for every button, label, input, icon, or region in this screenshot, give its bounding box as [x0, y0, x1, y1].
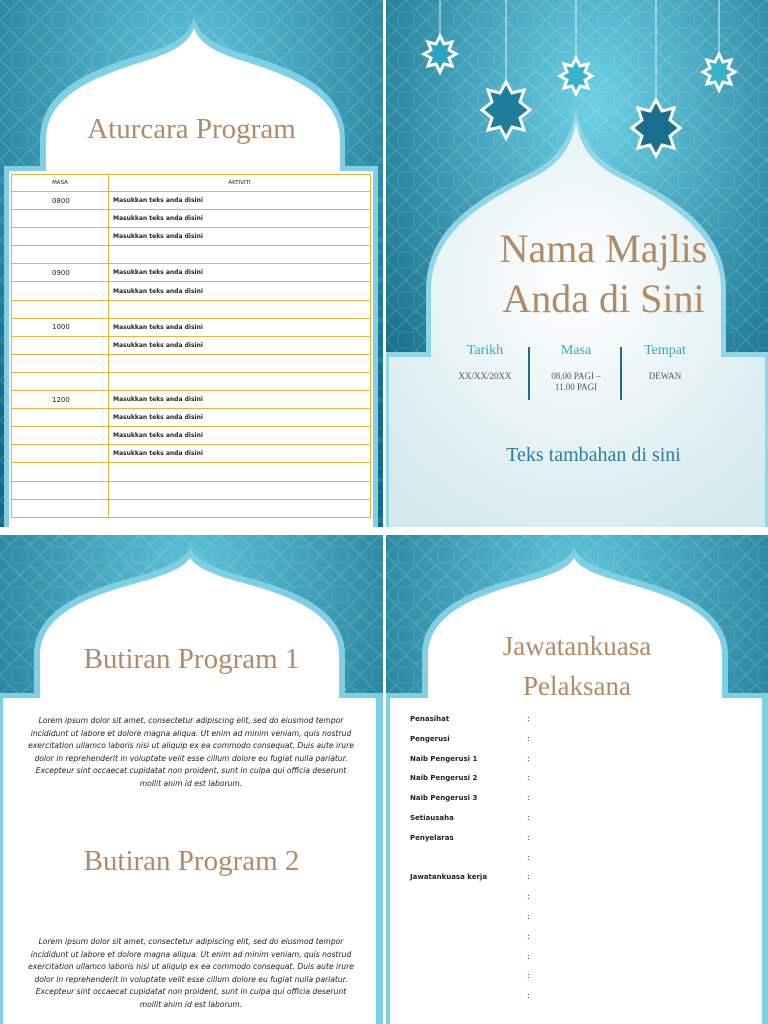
- agenda-row: [12, 264, 371, 282]
- agenda-activity-cell: [109, 354, 371, 372]
- agenda-row: [12, 354, 371, 372]
- committee-colon: :: [527, 832, 530, 842]
- agenda-time-cell: 0800: [12, 192, 109, 210]
- agenda-time-cell: [12, 282, 109, 300]
- agenda-time-cell: [12, 354, 109, 372]
- committee-colon: :: [527, 852, 530, 862]
- committee-title-line1: Jawatankuasa: [502, 631, 652, 661]
- committee-colon: :: [527, 971, 530, 981]
- committee-colon: :: [527, 931, 530, 941]
- agenda-activity-cell: [109, 499, 371, 517]
- agenda-row: [12, 391, 371, 409]
- agenda-activity-cell: Masukkan teks anda disini: [109, 264, 371, 282]
- committee-role: Penyelaras: [410, 833, 454, 842]
- agenda-time-cell: [12, 300, 109, 318]
- date-value: XX/XX/20XX: [458, 371, 512, 381]
- agenda-row: [12, 300, 371, 318]
- header-time: MASA: [12, 175, 109, 192]
- committee-colon: :: [527, 773, 530, 783]
- header-activity: AKTIVITI: [109, 175, 371, 192]
- cover-page: [386, 0, 768, 527]
- committee-colon: :: [527, 813, 530, 822]
- date-info: [438, 343, 532, 382]
- agenda-header-row: [12, 175, 371, 192]
- agenda-row: [12, 246, 371, 264]
- time-value-line1: 08.00 PAGI –: [551, 371, 601, 381]
- agenda-row: [12, 445, 371, 463]
- agenda-activity-cell: [109, 300, 371, 318]
- program-2-text: Lorem ipsum dolor sit amet, consectetur adipiscing elit, sed do eiusmod tempor incididunt ut labore et dolore magna aliqua. Ut enim ad minim veniam, quis nostrud exercitation ullamco laboris nisi ut aliquip ex ea commodo consequat. Duis aute irure dolor in reprehenderit in voluptate velit esse cillum dolore eu fugiat nulla pariatur. Excepteur sint occaecat cupidatat non proident, sunt in culpa qui officia deserunt mollit anim id est laborum.: [28, 937, 354, 1009]
- agenda-row: [12, 210, 371, 228]
- event-title-line1: Nama Majlis: [499, 226, 708, 271]
- committee-colon: :: [527, 912, 530, 921]
- agenda-page: [0, 0, 383, 527]
- agenda-row: [12, 481, 371, 499]
- agenda-time-cell: 0900: [12, 264, 109, 282]
- agenda-row: [12, 318, 371, 336]
- agenda-activity-cell: Masukkan teks anda disini: [109, 409, 371, 427]
- committee-colon: :: [527, 733, 530, 743]
- agenda-time-cell: 1200: [12, 391, 109, 409]
- agenda-row: [12, 282, 371, 300]
- agenda-time-cell: [12, 481, 109, 499]
- time-label: Masa: [560, 343, 592, 358]
- agenda-time-cell: 1000: [12, 318, 109, 336]
- agenda-row: [12, 427, 371, 445]
- agenda-activity-cell: Masukkan teks anda disini: [109, 391, 371, 409]
- extra-text: Teks tambahan di sini: [506, 444, 681, 466]
- date-label: Tarikh: [466, 343, 504, 358]
- agenda-activity-cell: Masukkan teks anda disini: [109, 282, 371, 300]
- committee-colon: :: [527, 753, 530, 763]
- committee-colon: :: [527, 991, 530, 1001]
- agenda-time-cell: [12, 228, 109, 246]
- program-1-text: Lorem ipsum dolor sit amet, consectetur adipiscing elit, sed do eiusmod tempor incididunt ut labore et dolore magna aliqua. Ut enim ad minim veniam, quis nostrud exercitation ullamco laboris nisi ut aliquip ex ea commodo consequat. Duis aute irure dolor in reprehenderit in voluptate velit esse cillum dolore eu fugiat nulla pariatur. Excepteur sint occaecat cupidatat non proident, sunt in culpa qui officia deserunt mollit anim id est laborum.: [28, 716, 354, 788]
- committee-colon: :: [527, 872, 530, 882]
- agenda-time-cell: [12, 372, 109, 390]
- committee-colon: :: [527, 951, 530, 961]
- agenda-row: [12, 463, 371, 481]
- agenda-activity-cell: [109, 246, 371, 264]
- committee-page: [386, 535, 768, 1024]
- committee-role: Naib Pengerusi 2: [410, 774, 478, 783]
- agenda-time-cell: [12, 499, 109, 517]
- committee-role: Jawatankuasa kerja: [410, 873, 488, 882]
- agenda-time-cell: [12, 427, 109, 445]
- agenda-activity-cell: [109, 481, 371, 499]
- agenda-time-cell: [12, 445, 109, 463]
- committee-role: Naib Pengerusi 3: [410, 794, 478, 803]
- agenda-activity-cell: Masukkan teks anda disini: [109, 228, 371, 246]
- agenda-title: Aturcara Program: [87, 113, 296, 145]
- time-value: [529, 371, 623, 393]
- agenda-row: [12, 372, 371, 390]
- agenda-activity-cell: Masukkan teks anda disini: [109, 318, 371, 336]
- place-value: DEWAN: [648, 371, 682, 381]
- agenda-row: [12, 192, 371, 210]
- place-label: Tempat: [644, 343, 686, 358]
- agenda-row: [12, 228, 371, 246]
- agenda-activity-cell: Masukkan teks anda disini: [109, 192, 371, 210]
- time-value-line2: 11.00 PAGI: [554, 382, 598, 392]
- agenda-time-cell: [12, 463, 109, 481]
- committee-role: Penasihat: [410, 715, 450, 723]
- agenda-table: [11, 174, 371, 518]
- committee-title: [386, 626, 768, 706]
- agenda-activity-cell: Masukkan teks anda disini: [109, 427, 371, 445]
- committee-role: Naib Pengerusi 1: [410, 754, 478, 763]
- committee-colon: :: [527, 714, 530, 723]
- agenda-activity-cell: [109, 463, 371, 481]
- event-title-line2: Anda di Sini: [502, 276, 705, 321]
- agenda-row: [12, 409, 371, 427]
- agenda-row: [12, 336, 371, 354]
- program-1-title: Butiran Program 1: [83, 643, 300, 675]
- agenda-activity-cell: Masukkan teks anda disini: [109, 445, 371, 463]
- committee-role: Setiausaha: [410, 814, 454, 822]
- program-2-title: Butiran Program 2: [83, 845, 300, 877]
- agenda-activity-cell: Masukkan teks anda disini: [109, 210, 371, 228]
- time-info: [529, 343, 623, 393]
- agenda-time-cell: [12, 246, 109, 264]
- committee-title-line2: Pelaksana: [523, 671, 631, 701]
- details-page: [0, 535, 383, 1024]
- agenda-activity-cell: [109, 372, 371, 390]
- agenda-time-cell: [12, 210, 109, 228]
- committee-colon: :: [527, 892, 530, 902]
- place-info: [618, 343, 712, 382]
- committee-role: Pengerusi: [410, 734, 450, 743]
- agenda-time-cell: [12, 409, 109, 427]
- committee-colon: :: [527, 793, 530, 803]
- event-title: [436, 224, 768, 324]
- agenda-activity-cell: Masukkan teks anda disini: [109, 336, 371, 354]
- agenda-time-cell: [12, 336, 109, 354]
- agenda-row: [12, 499, 371, 517]
